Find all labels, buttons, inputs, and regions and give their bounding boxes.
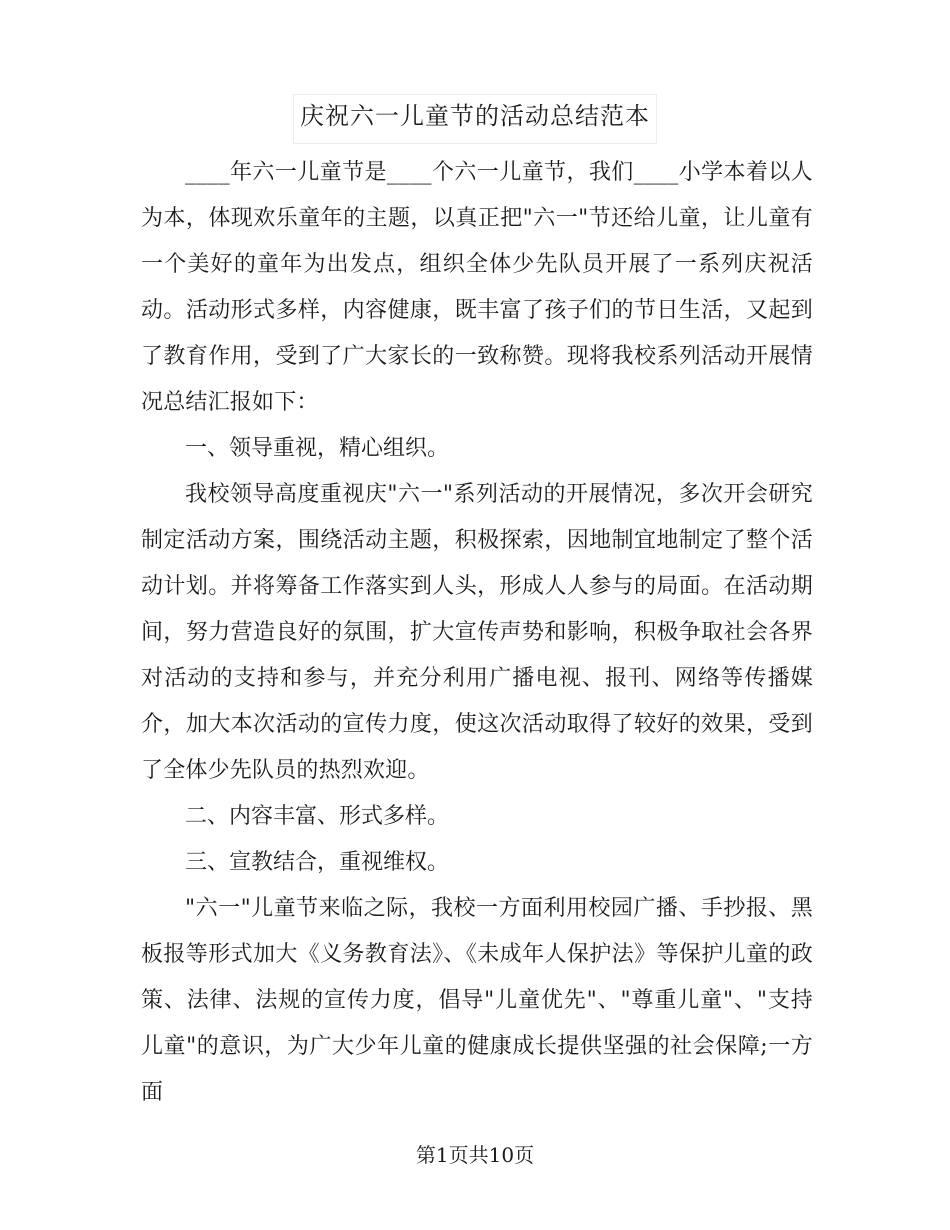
document-title: 庆祝六一儿童节的活动总结范本 (293, 94, 657, 144)
section-heading-2: 二、内容丰富、形式多样。 (185, 804, 450, 829)
intro-paragraph: ____年六一儿童节是____个六一儿童节，我们____小学本着以人为本，体现欢乐童年的主题，以真正把"六一"节还给儿童，让儿童有一个美好的童年为出发点，组织全体少先队员开展了一系列庆祝活动。活动形式多样，内容健康，既丰富了孩子们的节日生活，又起到了教育作用，受到了广大家长的一致称赞。现将我校系列活动开展情况总结汇报如下： (141, 160, 813, 415)
section-1-paragraph: 我校领导高度重视庆"六一"系列活动的开展情况，多次开会研究制定活动方案，围绕活动主题，积极探索，因地制宜地制定了整个活动计划。并将筹备工作落实到人头，形成人人参与的局面。在活动期间，努力营造良好的氛围，扩大宣传声势和影响，积极争取社会各界对活动的支持和参与，并充分利用广播电视、报刊、网络等传播媒介，加大本次活动的宣传力度，使这次活动取得了较好的效果，受到了全体少先队员的热烈欢迎。 (141, 482, 813, 783)
section-heading-1: 一、领导重视，精心组织。 (185, 436, 450, 461)
title-container (0, 94, 950, 144)
document-body (141, 150, 813, 1116)
section-3-paragraph: "六一"儿童节来临之际，我校一方面利用校园广播、手抄报、黑板报等形式加大《义务教育法》、《未成年人保护法》等保护儿童的政策、法律、法规的宣传力度，倡导"儿童优先"、"尊重儿童"、"支持儿童"的意识，为广大少年儿童的健康成长提供坚强的社会保障;一方面 (141, 896, 813, 1105)
section-heading-3: 三、宣教结合，重视维权。 (185, 850, 450, 875)
page-number-footer: 第1页共10页 (415, 1143, 535, 1167)
